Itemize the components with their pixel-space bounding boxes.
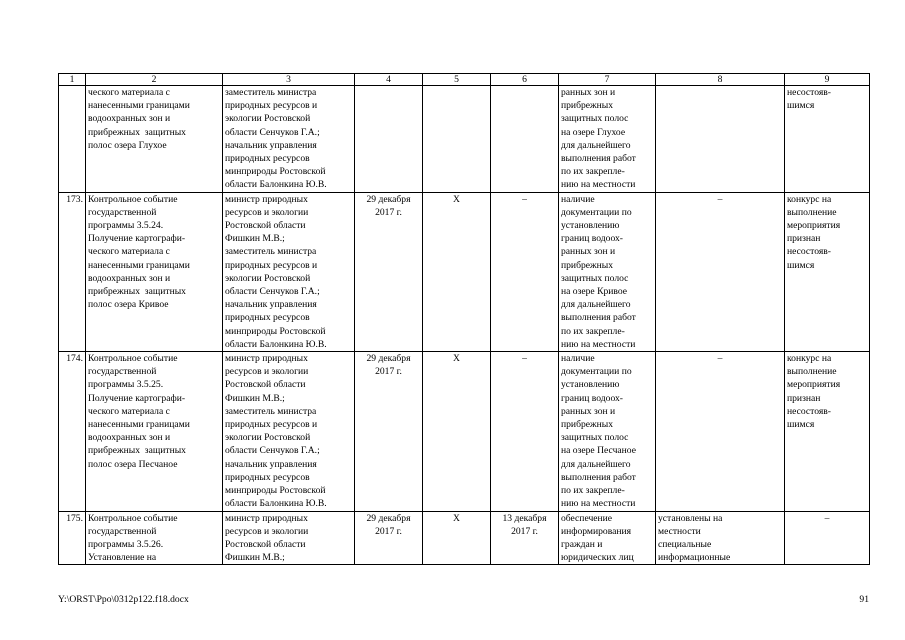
- col-header-5: 5: [423, 74, 491, 86]
- actual-result-cell: –: [656, 352, 785, 511]
- event-cell: Контрольное событие государственной программы 3.5.25. Получение картографи- ческого материала с нанесенными границами водоохранных зон и прибрежных защитных полос озера Песчаное: [86, 352, 223, 511]
- mark-cell: Х: [423, 511, 491, 565]
- col-header-1: 1: [59, 74, 86, 86]
- row-number: 174.: [59, 352, 86, 511]
- reason-cell: конкурс на выполнение мероприятия признан несостояв- шимся: [785, 352, 870, 511]
- reason-cell: конкурс на выполнение мероприятия признан несостояв- шимся: [785, 192, 870, 351]
- col-header-3: 3: [223, 74, 355, 86]
- planned-date-cell: 29 декабря 2017 г.: [355, 192, 423, 351]
- col-header-7: 7: [559, 74, 656, 86]
- responsible-cell: министр природных ресурсов и экологии Ростовской области Фишкин М.В.;: [223, 511, 355, 565]
- col-header-2: 2: [86, 74, 223, 86]
- row-number: 173.: [59, 192, 86, 351]
- responsible-cell: заместитель министра природных ресурсов и экологии Ростовской области Сенчуков Г.А.; начальник управления природных ресурсов минприроды Ростовской области Балонкина Ю.В.: [223, 86, 355, 193]
- table-row: [59, 352, 870, 511]
- responsible-cell: министр природных ресурсов и экологии Ростовской области Фишкин М.В.; заместитель министра природных ресурсов и экологии Ростовской области Сенчуков Г.А.; начальник управления природных ресурсов минприроды Ростовской области Балонкина Ю.В.: [223, 352, 355, 511]
- actual-result-cell: –: [656, 192, 785, 351]
- reason-cell: несостояв- шимся: [785, 86, 870, 193]
- event-cell: Контрольное событие государственной программы 3.5.26. Установление на: [86, 511, 223, 565]
- col-header-8: 8: [656, 74, 785, 86]
- event-cell: Контрольное событие государственной программы 3.5.24. Получение картографи- ческого материала с нанесенными границами водоохранных зон и прибрежных защитных полос озера Кривое: [86, 192, 223, 351]
- actual-date-cell: 13 декабря 2017 г.: [491, 511, 559, 565]
- mark-cell: [423, 86, 491, 193]
- col-header-9: 9: [785, 74, 870, 86]
- expected-result-cell: наличие документации по установлению границ водоох- ранных зон и прибрежных защитных полос на озере Песчаное для дальнейшего выполнения работ по их закрепле- нию на местности: [559, 352, 656, 511]
- plan-table: [58, 73, 870, 565]
- actual-result-cell: установлены на местности специальные информационные: [656, 511, 785, 565]
- planned-date-cell: 29 декабря 2017 г.: [355, 352, 423, 511]
- event-cell: ческого материала с нанесенными границами водоохранных зон и прибрежных защитных полос озера Глухое: [86, 86, 223, 193]
- expected-result-cell: наличие документации по установлению границ водоох- ранных зон и прибрежных защитных полос на озере Кривое для дальнейшего выполнения работ по их закрепле- нию на местности: [559, 192, 656, 351]
- col-header-4: 4: [355, 74, 423, 86]
- expected-result-cell: ранных зон и прибрежных защитных полос на озере Глухое для дальнейшего выполнения работ по их закрепле- нию на местности: [559, 86, 656, 193]
- actual-date-cell: –: [491, 352, 559, 511]
- row-number: [59, 86, 86, 193]
- actual-date-cell: [491, 86, 559, 193]
- actual-date-cell: –: [491, 192, 559, 351]
- page-number: 91: [859, 594, 869, 605]
- expected-result-cell: обеспечение информирования граждан и юридических лиц: [559, 511, 656, 565]
- table-row: [59, 511, 870, 565]
- footer-file-path: Y:\ORST\Ppo\0312p122.f18.docx: [58, 594, 189, 605]
- actual-result-cell: [656, 86, 785, 193]
- responsible-cell: министр природных ресурсов и экологии Ростовской области Фишкин М.В.; заместитель министра природных ресурсов и экологии Ростовской области Сенчуков Г.А.; начальник управления природных ресурсов минприроды Ростовской области Балонкина Ю.В.: [223, 192, 355, 351]
- row-number: 175.: [59, 511, 86, 565]
- col-header-6: 6: [491, 74, 559, 86]
- reason-cell: –: [785, 511, 870, 565]
- header-row: [59, 74, 870, 86]
- mark-cell: Х: [423, 192, 491, 351]
- planned-date-cell: [355, 86, 423, 193]
- mark-cell: Х: [423, 352, 491, 511]
- planned-date-cell: 29 декабря 2017 г.: [355, 511, 423, 565]
- table-row: [59, 86, 870, 193]
- table-row: [59, 192, 870, 351]
